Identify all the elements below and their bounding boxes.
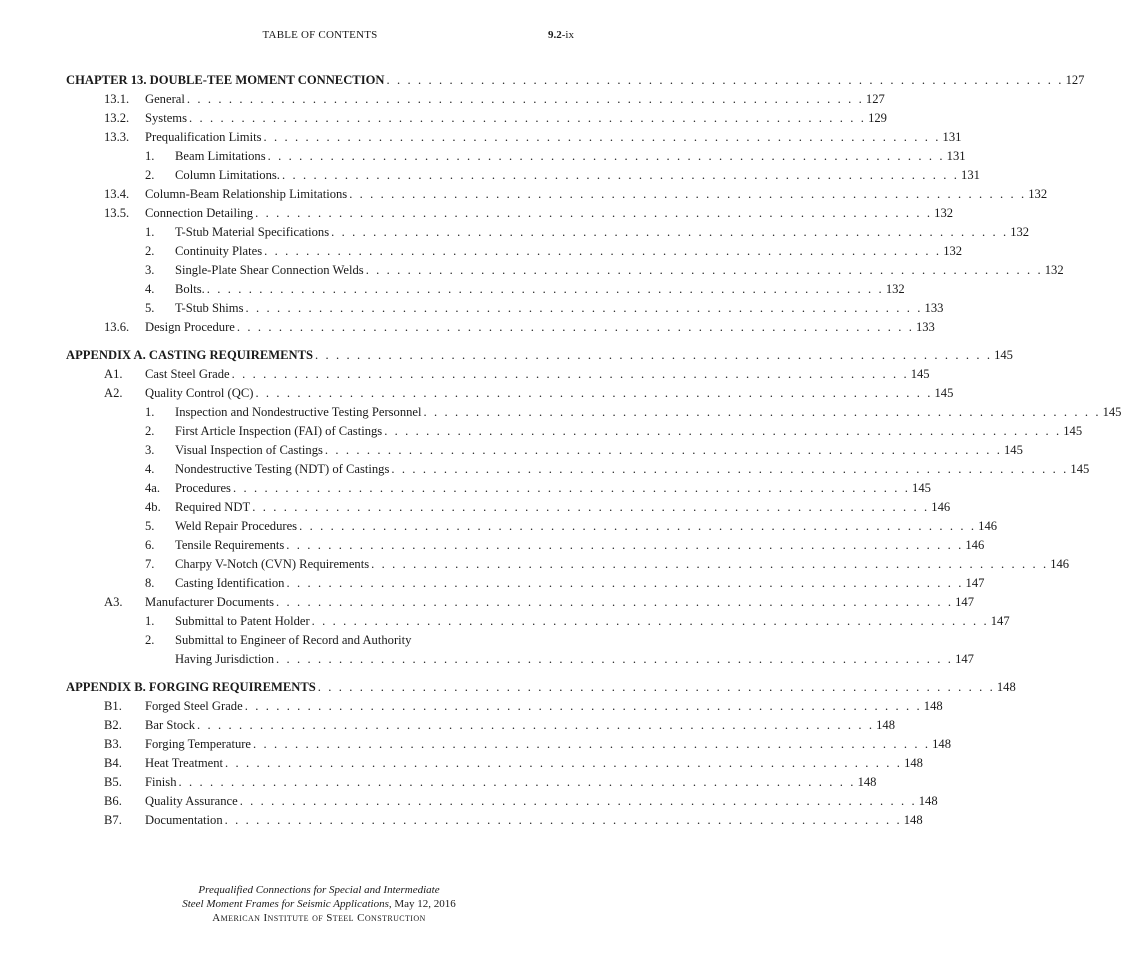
toc-entry-title: Submittal to Engineer of Record and Authority: [175, 633, 412, 647]
toc-entry-page: 145: [994, 348, 1013, 362]
toc-entry-line: [175, 517, 998, 536]
toc-entry-page: 133: [915, 320, 935, 334]
footer-line-2: [0, 897, 638, 911]
header-title: TABLE OF CONTENTS: [262, 29, 378, 41]
toc-entry-number: 13.3.: [104, 130, 130, 144]
dot-leader: . . . . . . . . . . . . . . . . . . . . . . . . . . . . . . . . . . . . . . . . . . . . . . . . . . . . . . . . . . . . . . . . .: [231, 367, 909, 381]
toc-entry-number: A3.: [104, 595, 123, 609]
toc-entry-number: 4a.: [145, 481, 161, 495]
dot-leader: . . . . . . . . . . . . . . . . . . . . . . . . . . . . . . . . . . . . . . . . . . . . . . . . . . . . . . . . . . . . . . . . .: [255, 386, 933, 400]
toc-entry: [66, 109, 887, 128]
toc-entry-page: 147: [955, 595, 974, 609]
toc-entry-page: 147: [965, 576, 985, 590]
toc-entry-title: APPENDIX A. CASTING REQUIREMENTS: [66, 348, 314, 362]
dot-leader: . . . . . . . . . . . . . . . . . . . . . . . . . . . . . . . . . . . . . . . . . . . . . . . . . . . . . . . . . . . . . . . . .: [236, 320, 914, 334]
toc-entry-title: Design Procedure: [145, 320, 235, 334]
toc-entry-title: Finish: [145, 775, 177, 789]
toc-entry: [66, 612, 1010, 631]
toc-entry-number: 13.1.: [104, 92, 130, 106]
toc-entry-page: 147: [990, 614, 1010, 628]
dot-leader: . . . . . . . . . . . . . . . . . . . . . . . . . . . . . . . . . . . . . . . . . . . . . . . . . . . . . . . . . . . . . . . . .: [263, 130, 941, 144]
toc-entry-number: 5.: [145, 519, 155, 533]
toc-entry-page: 132: [885, 282, 905, 296]
toc-entry: [66, 90, 885, 109]
toc-entry-number: B1.: [104, 699, 122, 713]
toc-entry-page: 132: [1044, 263, 1064, 277]
toc-entry-number: 6.: [145, 538, 155, 552]
toc-entry-number: 2.: [145, 633, 155, 647]
toc-entry-title: Bolts.: [175, 282, 205, 296]
toc-entry-title: Having Jurisdiction: [175, 652, 274, 666]
toc-entry-page: 129: [868, 111, 887, 125]
toc-entry-number: 1.: [145, 225, 155, 239]
toc-entry: [66, 185, 1048, 204]
toc-entry: [66, 498, 951, 517]
dot-leader: . . . . . . . . . . . . . . . . . . . . . . . . . . . . . . . . . . . . . . . . . . . . . . . . . . . . . . . . . . . . . . . . .: [423, 405, 1101, 419]
toc-entry-title: Inspection and Nondestructive Testing Personnel: [175, 405, 422, 419]
dot-leader: . . . . . . . . . . . . . . . . . . . . . . . . . . . . . . . . . . . . . . . . . . . . . . . . . . . . . . . . . . . . . . . . .: [252, 500, 930, 514]
toc-entry-page: 131: [946, 149, 966, 163]
toc-entry-number: 1.: [145, 614, 155, 628]
toc-entry-page: 131: [942, 130, 962, 144]
toc-entry-line: [175, 498, 951, 517]
toc-entry-line: [145, 185, 1048, 204]
dot-leader: . . . . . . . . . . . . . . . . . . . . . . . . . . . . . . . . . . . . . . . . . . . . . . . . . . . . . . . . . . . . . . . . .: [276, 595, 954, 609]
toc-entry: [66, 593, 974, 612]
toc-entry-number: 2.: [145, 168, 155, 182]
toc-entry-page: 145: [1070, 462, 1090, 476]
toc-entry-page: 148: [932, 737, 951, 751]
toc-entry-page: 147: [955, 652, 974, 666]
page-footer: [0, 883, 638, 925]
dot-leader: . . . . . . . . . . . . . . . . . . . . . . . . . . . . . . . . . . . . . . . . . . . . . . . . . . . . . . . . . . . . . . . . .: [324, 443, 1002, 457]
toc-entry-page: 145: [934, 386, 954, 400]
toc-entry-number: 3.: [145, 443, 155, 457]
toc-entry-title: Charpy V-Notch (CVN) Requirements: [175, 557, 370, 571]
toc-entry: [66, 631, 574, 650]
toc-entry-number: 1.: [145, 149, 155, 163]
footer-date: May 12, 2016: [391, 898, 456, 910]
toc-entry: [66, 716, 895, 735]
toc-entry-line: [175, 403, 1121, 422]
toc-entry: [66, 754, 923, 773]
toc-entry-title: Forged Steel Grade: [145, 699, 243, 713]
toc-entry-line: [145, 697, 943, 716]
toc-entry: [66, 773, 877, 792]
toc-entry-line: [175, 555, 1070, 574]
toc-entry-number: 2.: [145, 424, 155, 438]
toc-entry-title: Cast Steel Grade: [145, 367, 230, 381]
toc-chapter-entry: [66, 346, 1013, 365]
toc-entry-page: 132: [934, 206, 954, 220]
toc-entry-title: T-Stub Material Specifications: [175, 225, 330, 239]
toc-entry-line: [145, 128, 962, 147]
toc-entry-line: [145, 593, 974, 612]
toc-entry-line: [145, 90, 885, 109]
dot-leader: . . . . . . . . . . . . . . . . . . . . . . . . . . . . . . . . . . . . . . . . . . . . . . . . . . . . . . . . . . . . . . . . .: [178, 775, 856, 789]
dot-leader: . . . . . . . . . . . . . . . . . . . . . . . . . . . . . . . . . . . . . . . . . . . . . . . . . . . . . . . . . . . . . . . . .: [281, 168, 960, 182]
toc-entry-line: [175, 479, 931, 498]
toc-entry-number: B4.: [104, 756, 122, 770]
header-page-number: [548, 29, 574, 41]
toc-entry-line: [175, 460, 1090, 479]
toc-entry: [66, 811, 923, 830]
toc-entry-title: Column Limitations.: [175, 168, 280, 182]
dot-leader: . . . . . . . . . . . . . . . . . . . . . . . . . . . . . . . . . . . . . . . . . . . . . . . . . . . . . . . . . . . . . . . . .: [267, 149, 945, 163]
toc-entry-page: 146: [1050, 557, 1070, 571]
toc-entry-page: 145: [1102, 405, 1121, 419]
header-page-suffix: -ix: [561, 29, 574, 41]
toc-entry: [66, 128, 962, 147]
toc-entry-title: T-Stub Shims: [175, 301, 244, 315]
toc-entry-page: 145: [912, 481, 931, 495]
toc-entry-line: [175, 536, 985, 555]
toc-entry: [66, 460, 1090, 479]
toc-entry-number: 13.2.: [104, 111, 130, 125]
dot-leader: . . . . . . . . . . . . . . . . . . . . . . . . . . . . . . . . . . . . . . . . . . . . . . . . . . . . . . . . . . . . . . . . .: [206, 282, 884, 296]
toc-entry: [66, 735, 951, 754]
toc-entry: [66, 650, 974, 669]
toc-entry: [66, 792, 938, 811]
toc-entry-line: [145, 792, 938, 811]
dot-leader: . . . . . . . . . . . . . . . . . . . . . . . . . . . . . . . . . . . . . . . . . . . . . . . . . . . . . . . . . . . . . . . . .: [384, 424, 1062, 438]
toc-entry: [66, 403, 1121, 422]
dot-leader: . . . . . . . . . . . . . . . . . . . . . . . . . . . . . . . . . . . . . . . . . . . . . . . . . . . . . . . . . . . . . . . . .: [264, 244, 942, 258]
toc-entry-page: 133: [924, 301, 944, 315]
toc-entry-line: [175, 650, 974, 669]
toc-entry: [66, 280, 905, 299]
toc-entry-line: [175, 422, 1083, 441]
dot-leader: . . . . . . . . . . . . . . . . . . . . . . . . . . . . . . . . . . . . . . . . . . . . . . . . . . . . . . . . . . . . . . . . .: [315, 348, 993, 362]
toc-entry-title: General: [145, 92, 185, 106]
toc-entry-page: 148: [918, 794, 938, 808]
dot-leader: . . . . . . . . . . . . . . . . . . . . . . . . . . . . . . . . . . . . . . . . . . . . . . . . . . . . . . . . . . . . . . . . .: [286, 538, 964, 552]
header-page-bold: 9.2: [548, 29, 562, 41]
toc-entry-title: First Article Inspection (FAI) of Castings: [175, 424, 383, 438]
running-header: [66, 29, 574, 47]
toc-entry-number: 4.: [145, 462, 155, 476]
toc-entry-page: 148: [923, 699, 943, 713]
toc-entry-number: B7.: [104, 813, 122, 827]
toc-entry-number: B6.: [104, 794, 122, 808]
toc-entry-number: 4.: [145, 282, 155, 296]
toc-entry-line: [175, 166, 980, 185]
dot-leader: . . . . . . . . . . . . . . . . . . . . . . . . . . . . . . . . . . . . . . . . . . . . . . . . . . . . . . . . . . . . . . . . .: [186, 92, 864, 106]
dot-leader: . . . . . . . . . . . . . . . . . . . . . . . . . . . . . . . . . . . . . . . . . . . . . . . . . . . . . . . . . . . . . . . . .: [232, 481, 911, 495]
toc-entry-page: 148: [996, 680, 1016, 694]
toc-entry-title: Single-Plate Shear Connection Welds: [175, 263, 364, 277]
toc-entry-title: Continuity Plates: [175, 244, 263, 258]
toc-entry-number: B5.: [104, 775, 122, 789]
footer-publisher: American Institute of Steel Construction: [212, 912, 426, 924]
toc-entry-title: Forging Temperature: [145, 737, 252, 751]
dot-leader: . . . . . . . . . . . . . . . . . . . . . . . . . . . . . . . . . . . . . . . . . . . . . . . . . . . . . . . . . . . . . . . . .: [386, 73, 1064, 87]
toc-entry-number: 1.: [145, 405, 155, 419]
toc-entry: [66, 204, 954, 223]
toc-entry-line: [175, 242, 963, 261]
toc-entry-line: [145, 109, 887, 128]
dot-leader: . . . . . . . . . . . . . . . . . . . . . . . . . . . . . . . . . . . . . . . . . . . . . . . . . . . . . . . . . . . . . . . . .: [365, 263, 1043, 277]
toc-entry-title: Manufacturer Documents: [145, 595, 275, 609]
toc-entry: [66, 441, 1023, 460]
dot-leader: . . . . . . . . . . . . . . . . . . . . . . . . . . . . . . . . . . . . . . . . . . . . . . . . . . . . . . . . . . . . . . . . .: [224, 813, 902, 827]
toc-entry-line: [175, 280, 905, 299]
dot-leader: . . . . . . . . . . . . . . . . . . . . . . . . . . . . . . . . . . . . . . . . . . . . . . . . . . . . . . . . . . . . . . . . .: [311, 614, 989, 628]
footer-line-1: Prequalified Connections for Special and Intermediate: [198, 884, 440, 896]
toc-entry-number: 7.: [145, 557, 155, 571]
toc-entry-page: 146: [931, 500, 951, 514]
toc-entry-line: [145, 318, 935, 337]
toc-entry-title: Bar Stock: [145, 718, 196, 732]
toc-entry-title: Connection Detailing: [145, 206, 254, 220]
toc-entry: [66, 299, 944, 318]
toc-entry: [66, 242, 963, 261]
dot-leader: . . . . . . . . . . . . . . . . . . . . . . . . . . . . . . . . . . . . . . . . . . . . . . . . . . . . . . . . . . . . . . . . .: [391, 462, 1069, 476]
toc-entry-line: [175, 612, 1010, 631]
toc-entry-line: [175, 261, 1064, 280]
dot-leader: . . . . . . . . . . . . . . . . . . . . . . . . . . . . . . . . . . . . . . . . . . . . . . . . . . . . . . . . . . . . . . . . .: [317, 680, 995, 694]
toc-entry-number: A2.: [104, 386, 123, 400]
toc-entry-title: CHAPTER 13. DOUBLE-TEE MOMENT CONNECTION: [66, 73, 385, 87]
dot-leader: . . . . . . . . . . . . . . . . . . . . . . . . . . . . . . . . . . . . . . . . . . . . . . . . . . . . . . . . . . . . . . . . .: [331, 225, 1009, 239]
toc-entry: [66, 574, 985, 593]
toc-entry-page: 146: [965, 538, 985, 552]
toc-entry-page: 146: [978, 519, 998, 533]
toc-entry-line: [145, 811, 923, 830]
dot-leader: . . . . . . . . . . . . . . . . . . . . . . . . . . . . . . . . . . . . . . . . . . . . . . . . . . . . . . . . . . . . . . . . .: [197, 718, 875, 732]
toc-entry-title: Visual Inspection of Castings: [175, 443, 323, 457]
toc-entry-page: 148: [876, 718, 895, 732]
dot-leader: . . . . . . . . . . . . . . . . . . . . . . . . . . . . . . . . . . . . . . . . . . . . . . . . . . . . . . . . . . . . . . . . .: [245, 301, 923, 315]
toc-entry-title: Beam Limitations: [175, 149, 266, 163]
toc-entry-page: 145: [1063, 424, 1083, 438]
dot-leader: . . . . . . . . . . . . . . . . . . . . . . . . . . . . . . . . . . . . . . . . . . . . . . . . . . . . . . . . . . . . . . . . .: [244, 699, 922, 713]
toc-entry-page: 132: [943, 244, 963, 258]
toc-entry-title: APPENDIX B. FORGING REQUIREMENTS: [66, 680, 316, 694]
table-of-contents: [66, 71, 1121, 830]
dot-leader: . . . . . . . . . . . . . . . . . . . . . . . . . . . . . . . . . . . . . . . . . . . . . . . . . . . . . . . . . . . . . . . . .: [349, 187, 1027, 201]
toc-chapter-entry: [66, 71, 1085, 90]
toc-entry-line: [66, 346, 1013, 365]
toc-entry-number: 4b.: [145, 500, 161, 514]
toc-entry-line: [145, 716, 895, 735]
toc-entry-number: B2.: [104, 718, 122, 732]
toc-entry-title: Tensile Requirements: [175, 538, 285, 552]
toc-entry: [66, 517, 998, 536]
toc-entry-line: [175, 574, 985, 593]
toc-entry-page: 131: [961, 168, 980, 182]
dot-leader: . . . . . . . . . . . . . . . . . . . . . . . . . . . . . . . . . . . . . . . . . . . . . . . . . . . . . . . . . . . . . . . . .: [371, 557, 1049, 571]
toc-entry: [66, 318, 935, 337]
dot-leader: . . . . . . . . . . . . . . . . . . . . . . . . . . . . . . . . . . . . . . . . . . . . . . . . . . . . . . . . . . . . . . . . .: [253, 737, 931, 751]
toc-entry-line: [145, 773, 877, 792]
toc-entry-number: B3.: [104, 737, 122, 751]
toc-entry-title: Heat Treatment: [145, 756, 223, 770]
toc-chapter-entry: [66, 678, 1016, 697]
toc-entry-page: 148: [903, 813, 923, 827]
toc-entry: [66, 422, 1083, 441]
dot-leader: . . . . . . . . . . . . . . . . . . . . . . . . . . . . . . . . . . . . . . . . . . . . . . . . . . . . . . . . . . . . . . . . .: [189, 111, 867, 125]
toc-entry-title: Nondestructive Testing (NDT) of Castings: [175, 462, 390, 476]
toc-entry-line: [145, 204, 954, 223]
toc-entry-title: Weld Repair Procedures: [175, 519, 298, 533]
toc-entry-number: 2.: [145, 244, 155, 258]
toc-entry-title: Procedures: [175, 481, 231, 495]
toc-entry-title: Systems: [145, 111, 187, 125]
toc-entry-title: Column-Beam Relationship Limitations: [145, 187, 348, 201]
toc-entry-line: [145, 384, 954, 403]
toc-entry: [66, 479, 931, 498]
toc-entry: [66, 536, 985, 555]
toc-entry-page: 148: [904, 756, 923, 770]
toc-entry-line: [66, 71, 1085, 90]
toc-entry-number: 3.: [145, 263, 155, 277]
dot-leader: . . . . . . . . . . . . . . . . . . . . . . . . . . . . . . . . . . . . . . . . . . . . . . . . . . . . . . . . . . . . . . . . .: [239, 794, 917, 808]
toc-entry-number: 13.5.: [104, 206, 130, 220]
toc-entry-number: 8.: [145, 576, 155, 590]
toc-entry-title: Quality Control (QC): [145, 386, 254, 400]
toc-entry-line: [175, 299, 944, 318]
toc-entry-page: 145: [1003, 443, 1023, 457]
toc-entry: [66, 384, 954, 403]
toc-entry-title: Quality Assurance: [145, 794, 238, 808]
toc-entry-line: [145, 735, 951, 754]
dot-leader: . . . . . . . . . . . . . . . . . . . . . . . . . . . . . . . . . . . . . . . . . . . . . . . . . . . . . . . . . . . . . . . . .: [255, 206, 933, 220]
toc-entry: [66, 223, 1030, 242]
toc-entry: [66, 261, 1064, 280]
toc-entry: [66, 147, 966, 166]
toc-entry-title: Submittal to Patent Holder: [175, 614, 310, 628]
dot-leader: . . . . . . . . . . . . . . . . . . . . . . . . . . . . . . . . . . . . . . . . . . . . . . . . . . . . . . . . . . . . . . . . .: [299, 519, 977, 533]
toc-entry-title: Documentation: [145, 813, 223, 827]
dot-leader: . . . . . . . . . . . . . . . . . . . . . . . . . . . . . . . . . . . . . . . . . . . . . . . . . . . . . . . . . . . . . . . . .: [286, 576, 964, 590]
toc-entry-page: 132: [1028, 187, 1048, 201]
dot-leader: . . . . . . . . . . . . . . . . . . . . . . . . . . . . . . . . . . . . . . . . . . . . . . . . . . . . . . . . . . . . . . . . .: [276, 652, 954, 666]
toc-entry-line: [145, 365, 930, 384]
toc-entry-line: [175, 441, 1023, 460]
toc-entry-line: [66, 678, 1016, 697]
toc-entry-line: [175, 147, 966, 166]
toc-entry-number: 13.4.: [104, 187, 130, 201]
toc-entry-number: 5.: [145, 301, 155, 315]
toc-entry-line: [175, 223, 1030, 242]
toc-entry: [66, 166, 980, 185]
toc-entry-page: 127: [865, 92, 885, 106]
toc-entry-page: 127: [1065, 73, 1085, 87]
toc-entry: [66, 555, 1070, 574]
toc-entry-number: 13.6.: [104, 320, 130, 334]
toc-entry-number: A1.: [104, 367, 123, 381]
toc-entry-page: 132: [1010, 225, 1030, 239]
toc-entry-line: [145, 754, 923, 773]
toc-entry: [66, 697, 943, 716]
toc-entry: [66, 365, 930, 384]
toc-entry-page: 145: [910, 367, 930, 381]
toc-entry-title: Required NDT: [175, 500, 251, 514]
toc-entry-title: Prequalification Limits: [145, 130, 262, 144]
toc-entry-title: Casting Identification: [175, 576, 285, 590]
dot-leader: . . . . . . . . . . . . . . . . . . . . . . . . . . . . . . . . . . . . . . . . . . . . . . . . . . . . . . . . . . . . . . . . .: [225, 756, 903, 770]
footer-line-2-italic: Steel Moment Frames for Seismic Applications,: [182, 898, 392, 910]
toc-entry-page: 148: [857, 775, 877, 789]
